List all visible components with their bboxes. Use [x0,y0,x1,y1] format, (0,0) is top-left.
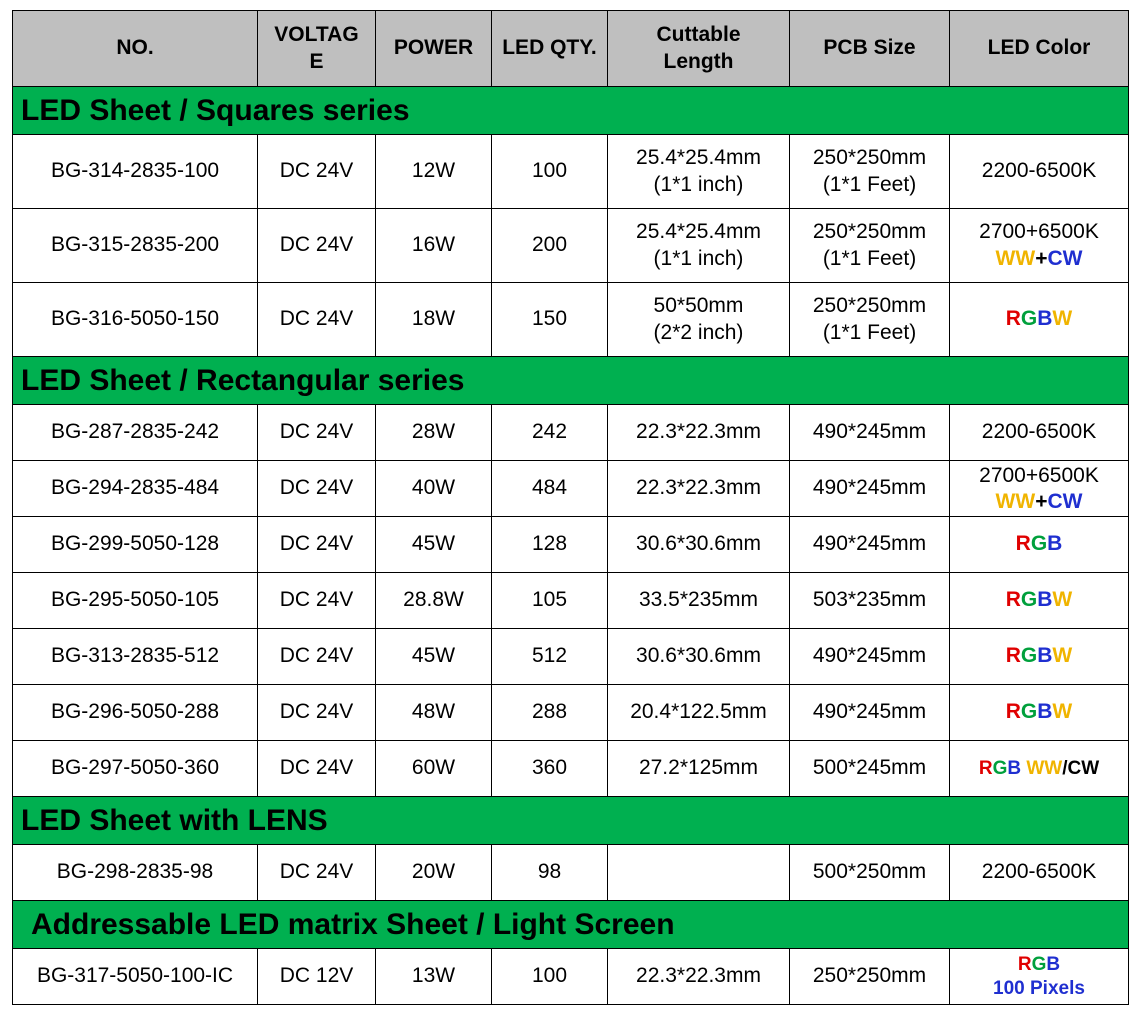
color-slash: / [1062,757,1068,779]
cell-pcb: 250*250mm [790,949,950,1005]
cell-no: BG-297-5050-360 [13,741,258,797]
cell-voltage: DC 24V [258,209,376,283]
pixel-count: 100 Pixels [993,977,1085,999]
color-b: B [1037,644,1053,668]
cell-pcb [790,283,950,357]
cell-qty: 288 [492,685,608,741]
table-row [13,845,1129,901]
pcb-line1: 250*250mm [812,294,927,318]
header-voltage [258,11,376,87]
header-pcb-size: PCB Size [790,11,950,87]
cell-qty: 512 [492,629,608,685]
cell-qty: 98 [492,845,608,901]
cell-cuttable [608,283,790,357]
color-r: R [1015,532,1031,556]
cell-voltage: DC 24V [258,741,376,797]
cell-no: BG-295-5050-105 [13,573,258,629]
header-row [13,11,1129,87]
cell-cuttable [608,209,790,283]
color-r: R [1017,953,1032,975]
color-g: G [1020,700,1038,724]
cell-power: 40W [376,461,492,517]
cell-qty: 100 [492,949,608,1005]
cell-cuttable: 20.4*122.5mm [608,685,790,741]
section-header-squares [13,87,1129,135]
header-cuttable-length [608,11,790,87]
cell-pcb: 503*235mm [790,573,950,629]
cell-color [950,949,1129,1005]
cell-power: 60W [376,741,492,797]
cell-no: BG-294-2835-484 [13,461,258,517]
cell-no: BG-316-5050-150 [13,283,258,357]
cell-no: BG-299-5050-128 [13,517,258,573]
cell-power: 28.8W [376,573,492,629]
color-r: R [1005,307,1021,331]
cell-no: BG-287-2835-242 [13,405,258,461]
led-sheet-spec-table [12,10,1129,1005]
color-r: R [978,757,993,779]
color-cw: CW [1067,757,1100,779]
pcb-line2: (1*1 Feet) [822,246,917,270]
color-cct: 2700+6500K [979,220,1099,244]
section-title: LED Sheet / Rectangular series [13,357,1129,405]
color-cw: CW [1047,489,1083,513]
cut-line2: (1*1 inch) [653,172,744,196]
cell-qty: 242 [492,405,608,461]
section-header-addressable [13,901,1129,949]
pcb-line2: (1*1 Feet) [822,172,917,196]
cell-voltage: DC 24V [258,629,376,685]
cell-pcb [790,209,950,283]
color-g: G [1020,644,1038,668]
cell-cuttable: 30.6*30.6mm [608,517,790,573]
cell-cuttable: 33.5*235mm [608,573,790,629]
cell-qty: 128 [492,517,608,573]
table-row [13,283,1129,357]
header-voltage-line2: E [309,49,324,73]
table-row [13,405,1129,461]
cell-pcb: 490*245mm [790,685,950,741]
section-title: LED Sheet / Squares series [13,87,1129,135]
cell-no: BG-313-2835-512 [13,629,258,685]
cell-qty: 105 [492,573,608,629]
cell-qty: 100 [492,135,608,209]
color-plus: + [1035,489,1048,513]
color-b: B [1047,532,1063,556]
cell-cuttable: 22.3*22.3mm [608,461,790,517]
cell-power: 16W [376,209,492,283]
cell-pcb [790,135,950,209]
cut-line2: (2*2 inch) [653,320,744,344]
table-row [13,209,1129,283]
table-row [13,949,1129,1005]
cell-power: 20W [376,845,492,901]
color-b: B [1037,588,1053,612]
cut-line2: (1*1 inch) [653,246,744,270]
cell-color [950,209,1129,283]
color-cct: 2700+6500K [979,464,1099,488]
color-g: G [1030,532,1048,556]
cell-no: BG-314-2835-100 [13,135,258,209]
table-row [13,685,1129,741]
table-row [13,461,1129,517]
cell-pcb: 490*245mm [790,461,950,517]
color-ww: WW [995,246,1036,270]
cell-pcb: 490*245mm [790,405,950,461]
cell-color [950,629,1129,685]
cell-color [950,517,1129,573]
color-b: B [1046,953,1061,975]
cell-power: 13W [376,949,492,1005]
color-ww: WW [995,489,1036,513]
cell-qty: 150 [492,283,608,357]
cell-power: 45W [376,517,492,573]
cell-voltage: DC 24V [258,135,376,209]
cell-voltage: DC 24V [258,405,376,461]
header-cuttable-line2: Length [663,49,734,73]
cell-no: BG-298-2835-98 [13,845,258,901]
section-header-rectangular [13,357,1129,405]
color-cw: CW [1047,246,1083,270]
cell-power: 18W [376,283,492,357]
cut-line1: 25.4*25.4mm [636,146,761,170]
pcb-line1: 250*250mm [812,146,927,170]
cell-cuttable: 30.6*30.6mm [608,629,790,685]
color-b: B [1037,307,1053,331]
cell-color [950,461,1129,517]
cell-power: 28W [376,405,492,461]
color-b: B [1037,700,1053,724]
cell-power: 48W [376,685,492,741]
cell-cuttable [608,135,790,209]
cell-voltage: DC 24V [258,461,376,517]
cell-pcb: 500*245mm [790,741,950,797]
color-ww: WW [1026,757,1063,779]
color-w: W [1052,588,1073,612]
section-title: LED Sheet with LENS [13,797,1129,845]
cell-no: BG-317-5050-100-IC [13,949,258,1005]
table-row [13,517,1129,573]
cell-cuttable [608,845,790,901]
color-w: W [1052,307,1073,331]
cell-pcb: 490*245mm [790,517,950,573]
cut-line1: 25.4*25.4mm [636,220,761,244]
header-led-qty: LED QTY. [492,11,608,87]
color-g: G [992,757,1008,779]
cell-voltage: DC 12V [258,949,376,1005]
cell-cuttable: 22.3*22.3mm [608,405,790,461]
header-power: POWER [376,11,492,87]
cell-color: 2200-6500K [950,405,1129,461]
cell-color [950,573,1129,629]
cell-no: BG-315-2835-200 [13,209,258,283]
cell-pcb: 500*250mm [790,845,950,901]
cell-power: 45W [376,629,492,685]
cell-voltage: DC 24V [258,845,376,901]
table-row [13,629,1129,685]
header-cuttable-line1: Cuttable [656,23,741,47]
header-no: NO. [13,11,258,87]
cell-qty: 360 [492,741,608,797]
cell-color: 2200-6500K [950,845,1129,901]
color-w: W [1052,644,1073,668]
table-row [13,573,1129,629]
cell-color [950,283,1129,357]
color-plus: + [1035,246,1048,270]
table-row [13,135,1129,209]
cell-pcb: 490*245mm [790,629,950,685]
header-voltage-line1: VOLTAG [274,23,359,47]
cell-power: 12W [376,135,492,209]
color-g: G [1020,588,1038,612]
header-led-color: LED Color [950,11,1129,87]
section-header-lens [13,797,1129,845]
cell-color: 2200-6500K [950,135,1129,209]
color-g: G [1031,953,1047,975]
color-w: W [1052,700,1073,724]
cell-voltage: DC 24V [258,573,376,629]
cell-no: BG-296-5050-288 [13,685,258,741]
pcb-line1: 250*250mm [812,220,927,244]
color-b: B [1007,757,1022,779]
cut-line1: 50*50mm [653,294,744,318]
cell-cuttable: 22.3*22.3mm [608,949,790,1005]
cell-voltage: DC 24V [258,517,376,573]
table-row [13,741,1129,797]
cell-voltage: DC 24V [258,283,376,357]
cell-color [950,685,1129,741]
section-title: Addressable LED matrix Sheet / Light Screen [13,901,1129,949]
cell-cuttable: 27.2*125mm [608,741,790,797]
cell-voltage: DC 24V [258,685,376,741]
pcb-line2: (1*1 Feet) [822,320,917,344]
color-r: R [1005,700,1021,724]
cell-color [950,741,1129,797]
color-r: R [1005,588,1021,612]
color-r: R [1005,644,1021,668]
color-g: G [1020,307,1038,331]
cell-qty: 200 [492,209,608,283]
cell-qty: 484 [492,461,608,517]
